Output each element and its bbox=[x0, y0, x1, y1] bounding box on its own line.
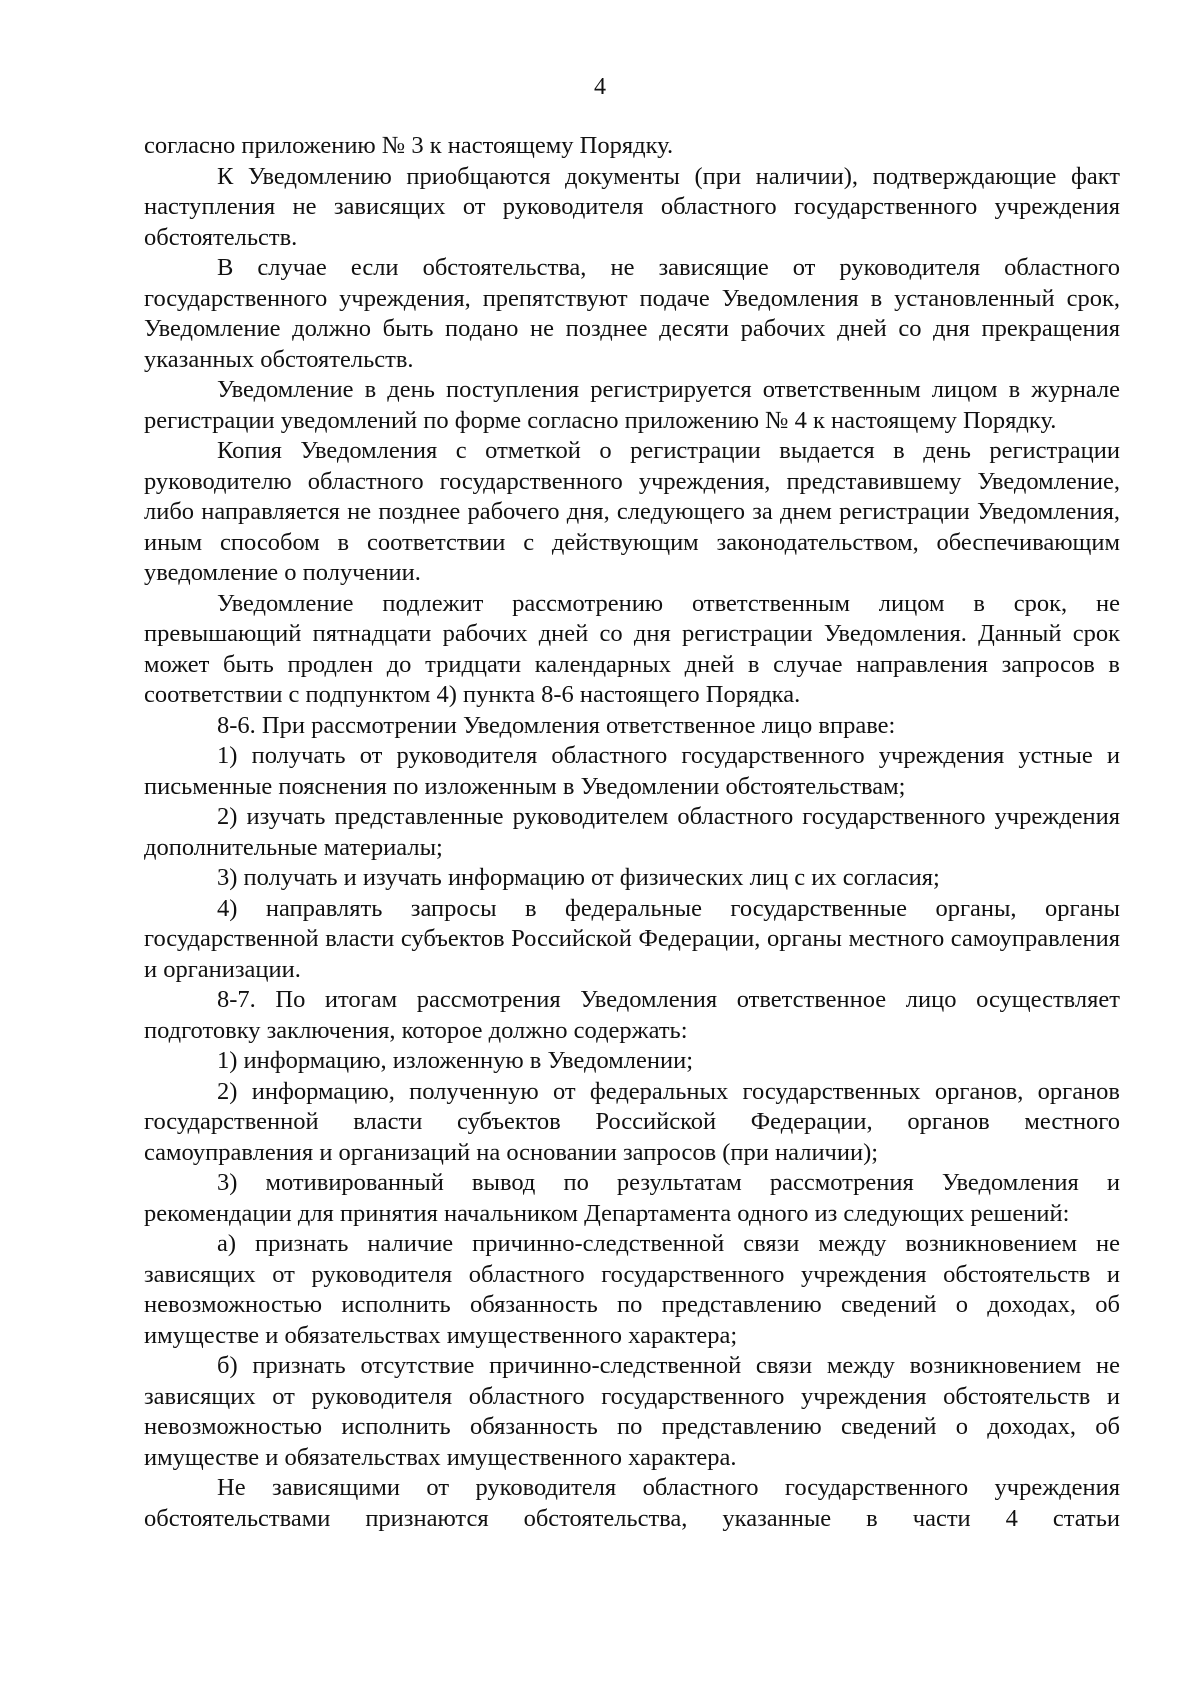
clause-8-6-item-4: 4) направлять запросы в федеральные государственные органы, органы государственной власти субъектов Российской Федерации, органы местного самоуправления и организации. bbox=[144, 894, 1120, 983]
page-number: 4 bbox=[594, 74, 606, 100]
clause-8-6-item-2: 2) изучать представленные руководителем областного государственного учреждения дополнительные материалы; bbox=[144, 803, 1120, 861]
paragraph-2: К Уведомлению приобщаются документы (при наличии), подтверждающие факт наступления не зависящих от руководителя областного государственного учреждения обстоятельств. bbox=[144, 162, 1120, 251]
decision-option-a: а) признать наличие причинно-следственной связи между возникновением не зависящих от руководителя областного государственного учреждения обстоятельств и невозможностью исполнить обязанность по представлению сведений о доходах, об имуществе и обязательствах имущественного характера; bbox=[144, 1230, 1120, 1349]
clause-8-7-item-1: 1) информацию, изложенную в Уведомлении; bbox=[217, 1047, 694, 1074]
clause-8-6-item-1: 1) получать от руководителя областного государственного учреждения устные и письменные пояснения по изложенным в Уведомлении обстоятельствам; bbox=[144, 742, 1120, 800]
paragraph-6: Уведомление подлежит рассмотрению ответственным лицом в срок, не превышающий пятнадцати рабочих дней со дня регистрации Уведомления. Данный срок может быть продлен до тридцати календарных дней в случае направления запросов в соответствии с подпунктом 4) пункта 8-6 настоящего Порядка. bbox=[144, 589, 1120, 708]
document-body bbox=[144, 131, 1120, 1534]
paragraph-5: Копия Уведомления с отметкой о регистрации выдается в день регистрации руководителю областного государственного учреждения, представившему Уведомление, либо направляется не позднее рабочего дня, следующего за днем регистрации Уведомления, иным способом в соответствии с действующим законодательством, обеспечивающим уведомление о получении. bbox=[144, 437, 1120, 586]
clause-8-7-item-2: 2) информацию, полученную от федеральных государственных органов, органов государственной власти субъектов Российской Федерации, органов местного самоуправления и организаций на основании запросов (при наличии); bbox=[144, 1077, 1120, 1166]
paragraph-1: согласно приложению № 3 к настоящему Порядку. bbox=[144, 132, 674, 159]
clause-8-6-item-3: 3) получать и изучать информацию от физических лиц с их согласия; bbox=[217, 864, 940, 891]
paragraph-3: В случае если обстоятельства, не зависящие от руководителя областного государственного учреждения, препятствуют подаче Уведомления в установленный срок, Уведомление должно быть подано не позднее десяти рабочих дней со дня прекращения указанных обстоятельств. bbox=[144, 254, 1120, 373]
decision-option-b: б) признать отсутствие причинно-следственной связи между возникновением не зависящих от руководителя областного государственного учреждения обстоятельств и невозможностью исполнить обязанность по представлению сведений о доходах, об имуществе и обязательствах имущественного характера. bbox=[144, 1352, 1120, 1471]
clause-8-7-heading: 8-7. По итогам рассмотрения Уведомления ответственное лицо осуществляет подготовку заключения, которое должно содержать: bbox=[144, 986, 1120, 1044]
paragraph-4: Уведомление в день поступления регистрируется ответственным лицом в журнале регистрации уведомлений по форме согласно приложению № 4 к настоящему Порядку. bbox=[144, 376, 1120, 434]
clause-8-6-heading: 8-6. При рассмотрении Уведомления ответственное лицо вправе: bbox=[217, 711, 896, 739]
paragraph-final: Не зависящими от руководителя областного государственного учреждения обстоятельствами признаются обстоятельства, указанные в части 4 статьи bbox=[144, 1474, 1120, 1532]
clause-8-7-item-3: 3) мотивированный вывод по результатам рассмотрения Уведомления и рекомендации для принятия начальником Департамента одного из следующих решений: bbox=[144, 1169, 1120, 1227]
